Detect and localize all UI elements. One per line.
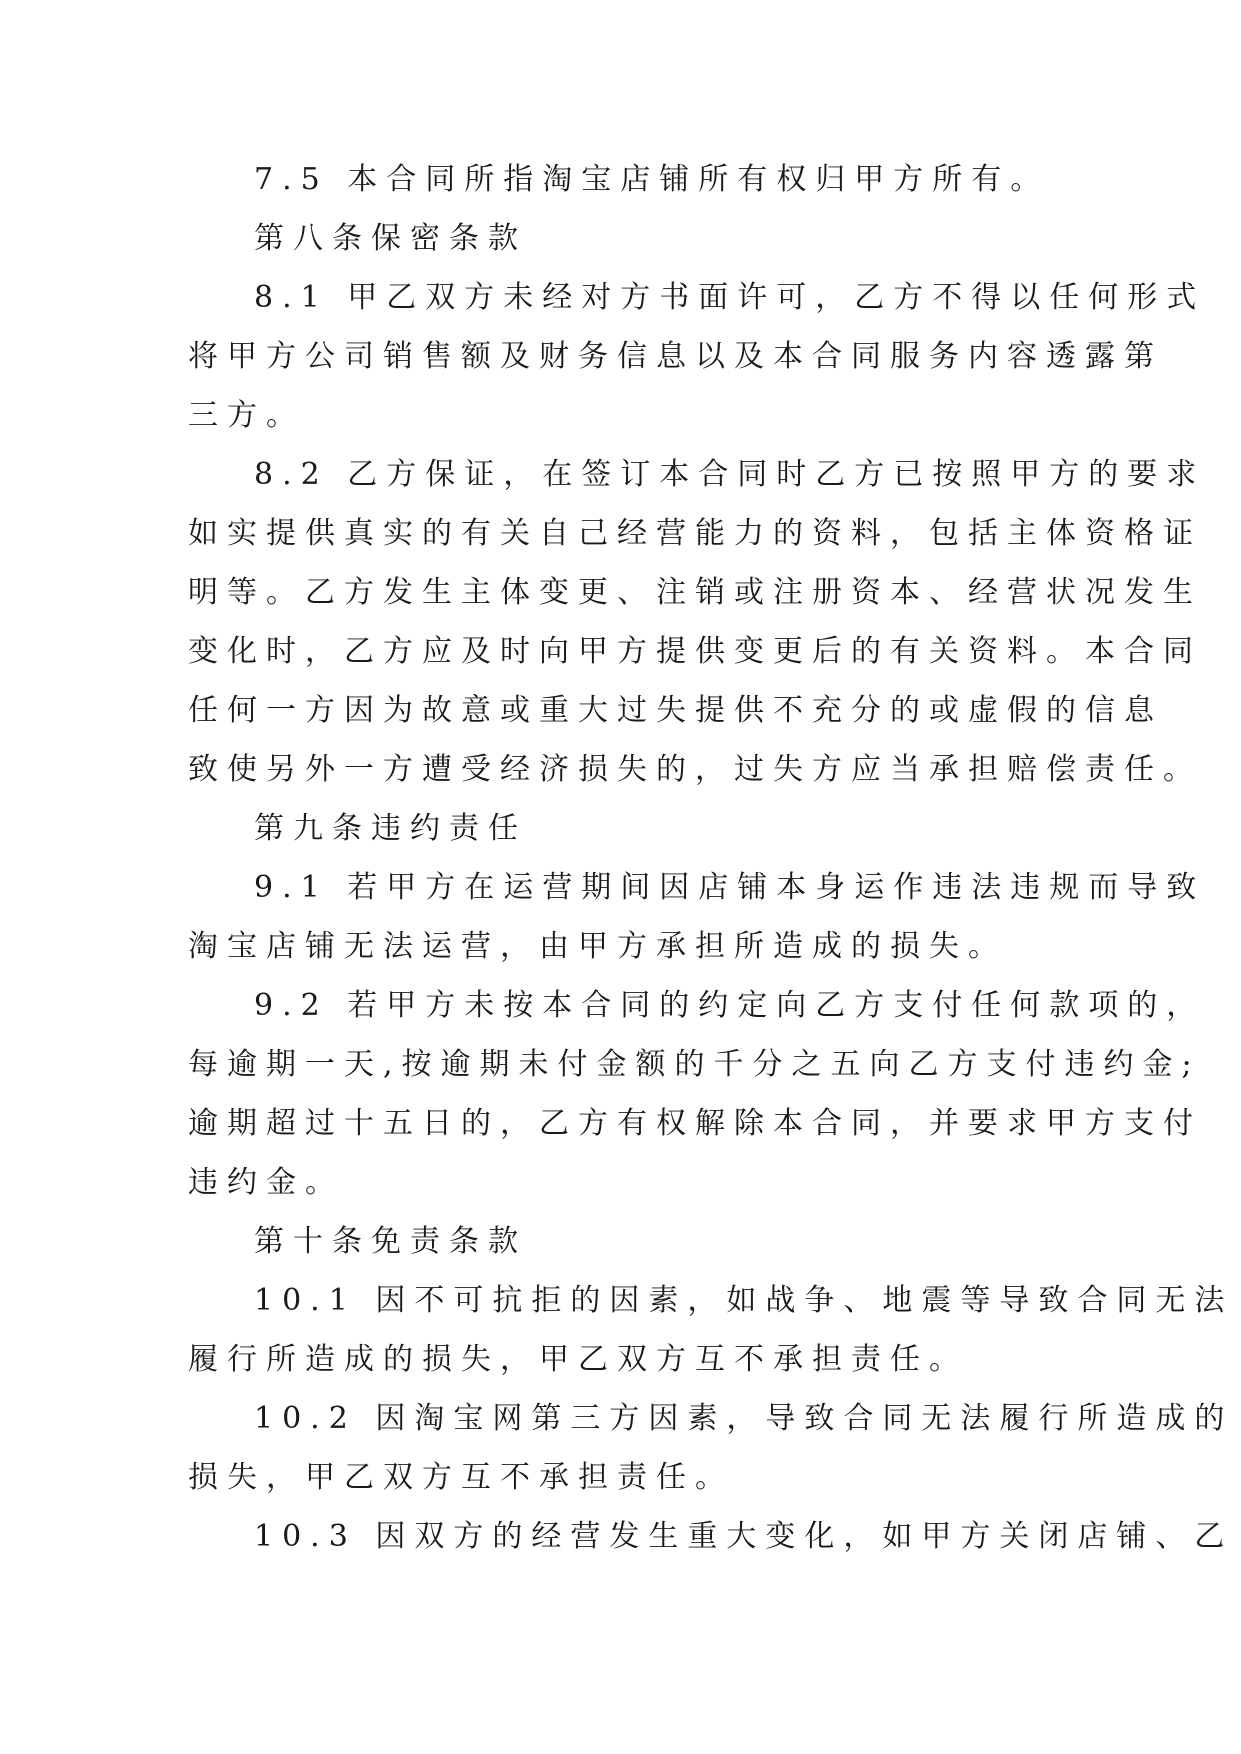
clause-9-2-line-4: 违约金。 [188, 1165, 344, 1200]
clause-9-2-line-2: 每逾期一天,按逾期未付金额的千分之五向乙方支付违约金; [188, 1047, 1201, 1082]
clause-9-1-line-2: 淘宝店铺无法运营，由甲方承担所造成的损失。 [188, 929, 1007, 964]
clause-10-3-line-1: 10.3 因双方的经营发生重大变化，如甲方关闭店铺、乙 [254, 1519, 1234, 1554]
clause-8-2-line-3: 明等。乙方发生主体变更、注销或注册资本、经营状况发生 [188, 575, 1202, 610]
clause-8-1-line-1: 8.1 甲乙双方未经对方书面许可，乙方不得以任何形式 [254, 280, 1206, 315]
clause-8-1-line-3: 三方。 [188, 398, 305, 433]
clause-8-2-line-4: 变化时，乙方应及时向甲方提供变更后的有关资料。本合同 [188, 634, 1202, 669]
clause-8-1-line-2: 将甲方公司销售额及财务信息以及本合同服务内容透露第 [188, 339, 1163, 374]
clause-10-1-line-2: 履行所造成的损失，甲乙双方互不承担责任。 [188, 1342, 968, 1377]
section-heading-8: 第八条保密条款 [254, 221, 527, 256]
clause-7-5: 7.5 本合同所指淘宝店铺所有权归甲方所有。 [254, 162, 1050, 197]
clause-10-2-line-2: 损失，甲乙双方互不承担责任。 [188, 1460, 734, 1495]
document-page [188, 150, 1234, 1566]
clause-8-2-line-2: 如实提供真实的有关自己经营能力的资料，包括主体资格证 [188, 516, 1202, 551]
clause-9-2-line-3: 逾期超过十五日的，乙方有权解除本合同，并要求甲方支付 [188, 1106, 1202, 1141]
clause-8-2-line-5: 任何一方因为故意或重大过失提供不充分的或虚假的信息 [188, 693, 1163, 728]
clause-10-1-line-1: 10.1 因不可抗拒的因素，如战争、地震等导致合同无法 [254, 1283, 1234, 1318]
section-heading-9: 第九条违约责任 [254, 811, 527, 846]
clause-9-2-line-1: 9.2 若甲方未按本合同的约定向乙方支付任何款项的， [254, 988, 1206, 1023]
clause-9-1-line-1: 9.1 若甲方在运营期间因店铺本身运作违法违规而导致 [254, 870, 1206, 905]
clause-10-2-line-1: 10.2 因淘宝网第三方因素，导致合同无法履行所造成的 [254, 1401, 1234, 1436]
section-heading-10: 第十条免责条款 [254, 1224, 527, 1259]
clause-8-2-line-1: 8.2 乙方保证，在签订本合同时乙方已按照甲方的要求 [254, 457, 1206, 492]
clause-8-2-line-6: 致使另外一方遭受经济损失的，过失方应当承担赔偿责任。 [188, 752, 1202, 787]
